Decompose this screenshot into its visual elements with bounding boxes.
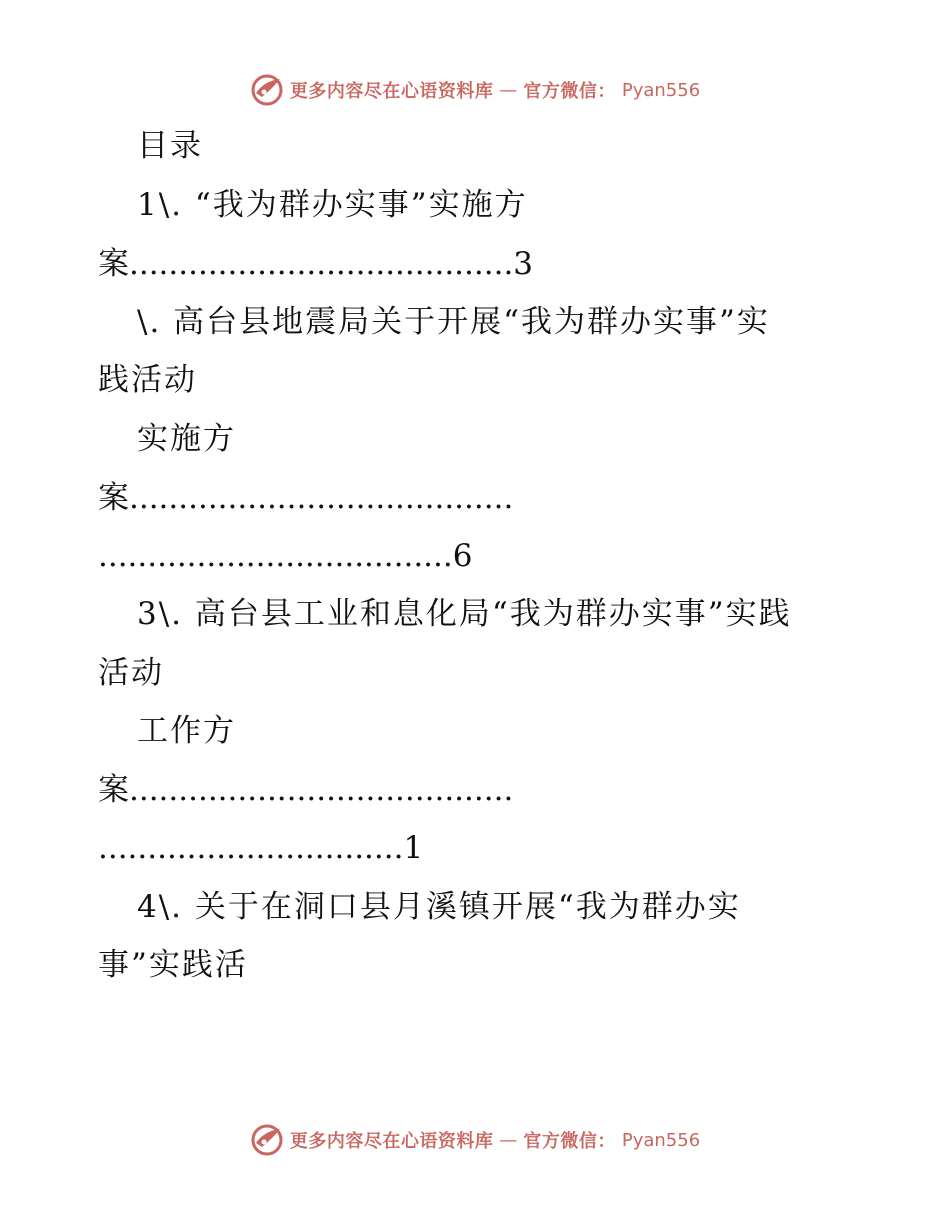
toc-entry-2-leader-cont: ....................................6 <box>98 538 473 574</box>
toc-heading: 目录 <box>137 128 203 164</box>
toc-entry-4-title-cont: 事”实践活 <box>98 947 248 983</box>
watermark-wechat-label: 官方微信： <box>523 81 616 102</box>
toc-entry-3-leader: 案....................................... <box>98 772 514 808</box>
top-watermark <box>0 70 950 110</box>
bottom-watermark <box>0 1120 950 1160</box>
pen-nib-logo-icon <box>250 1123 284 1157</box>
watermark-brand-text: 更多内容尽在心语资料库 <box>289 81 494 102</box>
watermark-wechat-label: 官方微信： <box>523 1131 616 1152</box>
toc-entry-2-leader: 案....................................... <box>98 480 514 516</box>
toc-entry-3-title-cont: 活动 <box>98 655 164 691</box>
toc-entry-2-subtitle: 实施方 <box>137 421 236 457</box>
watermark-separator: — <box>499 79 518 101</box>
watermark-wechat-id: Pyan556 <box>621 1129 701 1151</box>
toc-entry-1-leader: 案.......................................3 <box>98 246 534 282</box>
toc-entry-3-title: 3\. 高台县工业和息化局“我为群办实事”实践 <box>137 596 792 632</box>
toc-entry-3-subtitle: 工作方 <box>137 713 236 749</box>
toc-entry-1-title: 1\. “我为群办实事”实施方 <box>137 187 528 223</box>
watermark-brand-text: 更多内容尽在心语资料库 <box>289 1131 494 1152</box>
toc-entry-2-title-cont: 践活动 <box>98 362 197 398</box>
toc-entry-4-title: 4\. 关于在洞口县月溪镇开展“我为群办实 <box>137 889 741 925</box>
toc-entry-3-leader-cont: ...............................1 <box>98 830 424 866</box>
pen-nib-logo-icon <box>250 73 284 107</box>
watermark-separator: — <box>499 1129 518 1151</box>
toc-entry-2-title: \. 高台县地震局关于开展“我为群办实事”实 <box>137 304 770 340</box>
watermark-wechat-id: Pyan556 <box>621 79 701 101</box>
